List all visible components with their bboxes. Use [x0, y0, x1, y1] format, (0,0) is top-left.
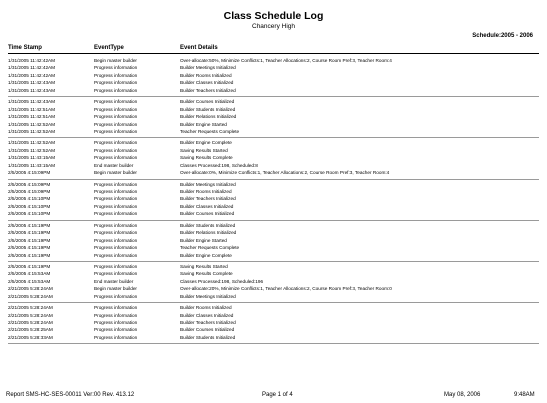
row-event-details: Builder Teachers Initialized — [180, 320, 236, 325]
row-time-stamp: 1/31/2005 11:42:52AM — [8, 128, 56, 134]
log-group — [8, 140, 539, 179]
table-row — [8, 313, 539, 320]
table-row — [8, 88, 539, 95]
row-event-type: Progress information — [94, 128, 138, 134]
table-row — [8, 286, 539, 293]
table-row — [8, 279, 539, 286]
row-time-stamp: 1/31/2005 11:42:43AM — [8, 99, 56, 105]
row-event-type: Progress information — [94, 65, 138, 71]
row-time-stamp: 2/5/2005 4:15:19PM — [8, 245, 51, 251]
row-event-details: Builder Meetings Initialized — [180, 293, 236, 299]
row-event-details: Teacher Requests Complete — [180, 245, 240, 251]
row-event-type: Progress information — [94, 334, 138, 340]
row-event-type: Progress information — [94, 222, 138, 228]
print-date: May 08, 2006 — [444, 392, 481, 398]
row-event-type: Progress information — [94, 320, 138, 325]
row-event-details: Builder Relations Initialized — [180, 230, 237, 236]
row-event-details: Builder Classes Initialized — [180, 203, 234, 209]
table-row — [8, 140, 539, 147]
row-event-details: Builder Rooms Initialized — [180, 189, 232, 194]
row-time-stamp: 1/31/2005 11:42:51AM — [8, 114, 56, 120]
row-event-type: Progress information — [94, 106, 138, 112]
row-event-details: Builder Engine Complete — [180, 140, 232, 146]
row-event-details: Builder Meetings Initialized — [180, 181, 236, 187]
row-time-stamp: 1/31/2005 11:42:43AM — [8, 80, 56, 86]
row-event-type: Progress information — [94, 263, 138, 269]
table-row — [8, 148, 539, 155]
table-row — [8, 245, 539, 252]
log-group — [8, 99, 539, 138]
column-header-event-details: Event Details — [180, 45, 218, 51]
report-id: Report SMS-HC-SES-00011 Ver:00 Rev. 413.12 — [6, 392, 135, 398]
row-event-type: Progress information — [94, 189, 138, 194]
row-event-type: Progress information — [94, 121, 138, 127]
row-event-type: Progress information — [94, 72, 138, 78]
row-event-details: Builder Courses Initialized — [180, 327, 235, 333]
row-event-type: Progress information — [94, 114, 138, 120]
row-event-type: Progress information — [94, 196, 138, 202]
row-event-details: Saving Results Complete — [180, 155, 233, 161]
table-row — [8, 189, 539, 196]
table-row — [8, 230, 539, 237]
row-time-stamp: 1/31/2005 11:42:52AM — [8, 121, 56, 127]
row-event-details: Builder Engine Started — [180, 121, 227, 127]
row-time-stamp: 1/31/2005 11:42:52AM — [8, 147, 56, 153]
log-group — [8, 264, 539, 303]
row-time-stamp: 2/21/2005 5:28:24AM — [8, 320, 53, 325]
table-row — [8, 65, 539, 72]
column-header-event-type: EventType — [94, 45, 124, 51]
row-event-details: Builder Classes Initialized — [180, 80, 234, 86]
table-row — [8, 80, 539, 87]
row-event-details: Builder Courses Initialized — [180, 211, 235, 217]
row-event-details: Builder Teachers Initialized — [180, 196, 236, 202]
table-row — [8, 294, 539, 301]
row-time-stamp: 2/5/2005 4:15:09PM — [8, 189, 51, 194]
table-row — [8, 196, 539, 203]
log-group — [8, 182, 539, 221]
row-event-type: Progress information — [94, 203, 138, 209]
row-time-stamp: 2/5/2005 4:15:53AM — [8, 271, 51, 277]
row-event-type: End master builder — [94, 162, 134, 168]
schedule-year: Schedule:2005 - 2006 — [472, 33, 533, 39]
report-title: Class Schedule Log — [223, 10, 324, 22]
page-number: Page 1 of 4 — [262, 392, 293, 398]
row-event-type: Progress information — [94, 271, 138, 277]
table-row — [8, 223, 539, 230]
row-time-stamp: 2/5/2005 4:15:19PM — [8, 222, 51, 228]
log-group — [8, 58, 539, 97]
school-name: Chancery High — [252, 23, 295, 30]
table-row — [8, 182, 539, 189]
row-time-stamp: 1/31/2005 11:42:43AM — [8, 87, 56, 93]
row-time-stamp: 2/5/2005 4:15:09PM — [8, 170, 51, 176]
row-event-details: Classes Processed:198, Scheduled:8 — [180, 162, 258, 168]
row-time-stamp: 1/31/2005 11:42:42AM — [8, 58, 56, 63]
row-time-stamp: 2/5/2005 4:15:19PM — [8, 237, 51, 243]
row-event-details: Over-allocate:20%, Minimize Conflicts:1, Teacher Allocations:2, Course Room Pref:3, Teacher Room:0 — [180, 286, 392, 292]
row-event-type: Progress information — [94, 305, 138, 311]
row-event-type: Progress information — [94, 87, 138, 93]
row-time-stamp: 1/31/2005 11:42:42AM — [8, 65, 56, 71]
row-event-type: Progress information — [94, 211, 138, 217]
column-header-time-stamp: Time Stamp — [8, 45, 42, 51]
row-event-type: Progress information — [94, 312, 138, 318]
row-event-details: Saving Results Complete — [180, 271, 233, 277]
row-event-details: Builder Teachers Initialized — [180, 87, 236, 93]
row-event-type: Progress information — [94, 245, 138, 251]
row-event-details: Builder Courses Initialized — [180, 99, 235, 105]
row-event-details: Saving Results Started — [180, 147, 228, 153]
table-row — [8, 271, 539, 278]
row-time-stamp: 2/21/2005 5:28:24AM — [8, 293, 53, 299]
table-row — [8, 114, 539, 121]
row-event-type: Progress information — [94, 230, 138, 236]
row-event-details: Over-allocate:0%, Minimize Conflicts:1, Teacher Allocations:2, Course Room Pref:3, Teacher Room:4 — [180, 170, 390, 176]
row-event-type: Begin master builder — [94, 286, 137, 292]
row-time-stamp: 2/5/2005 4:15:19PM — [8, 263, 51, 269]
row-event-type: Progress information — [94, 147, 138, 153]
table-row — [8, 305, 539, 312]
row-event-type: Progress information — [94, 99, 138, 105]
row-time-stamp: 2/5/2005 4:15:09PM — [8, 181, 51, 187]
table-row — [8, 58, 539, 65]
row-event-details: Builder Rooms Initialized — [180, 305, 232, 311]
table-row — [8, 204, 539, 211]
row-event-details: Over-allocate:50%, Minimize Conflicts:1, Teacher Allocations:2, Course Room Pref:3, Teacher Room:4 — [180, 58, 392, 63]
row-time-stamp: 1/31/2005 11:42:52AM — [8, 140, 56, 146]
row-event-details: Builder Classes Initialized — [180, 312, 234, 318]
table-row — [8, 163, 539, 170]
row-event-details: Builder Students Initialized — [180, 222, 236, 228]
row-time-stamp: 2/21/2005 5:28:25AM — [8, 327, 53, 333]
row-event-type: Begin master builder — [94, 170, 137, 176]
row-event-details: Builder Rooms Initialized — [180, 72, 232, 78]
row-event-type: Progress information — [94, 293, 138, 299]
row-event-details: Builder Engine Started — [180, 237, 227, 243]
row-event-details: Builder Students Initialized — [180, 106, 236, 112]
row-time-stamp: 1/31/2005 11:43:15AM — [8, 162, 56, 168]
row-time-stamp: 2/21/2005 5:28:24AM — [8, 312, 53, 318]
row-event-type: Progress information — [94, 237, 138, 243]
row-time-stamp: 2/5/2005 4:15:53AM — [8, 278, 51, 284]
print-time: 9:48AM — [514, 392, 535, 398]
log-group — [8, 223, 539, 262]
table-row — [8, 129, 539, 136]
row-time-stamp: 2/5/2005 4:15:10PM — [8, 211, 51, 217]
row-event-type: Progress information — [94, 155, 138, 161]
table-row — [8, 211, 539, 218]
row-time-stamp: 2/5/2005 4:15:19PM — [8, 252, 51, 258]
row-event-details: Builder Engine Complete — [180, 252, 232, 258]
table-row — [8, 253, 539, 260]
table-row — [8, 320, 539, 327]
row-event-details: Teacher Requests Complete — [180, 128, 240, 134]
row-time-stamp: 1/31/2005 11:42:42AM — [8, 72, 56, 78]
row-event-type: Progress information — [94, 327, 138, 333]
row-event-details: Builder Meetings Initialized — [180, 65, 236, 71]
row-event-details: Saving Results Started — [180, 263, 228, 269]
row-event-type: Progress information — [94, 252, 138, 258]
row-time-stamp: 2/5/2005 4:15:19PM — [8, 230, 51, 236]
row-time-stamp: 2/5/2005 4:15:10PM — [8, 196, 51, 202]
table-row — [8, 73, 539, 80]
row-event-type: Begin master builder — [94, 58, 137, 63]
row-event-type: Progress information — [94, 140, 138, 146]
table-row — [8, 335, 539, 342]
row-event-type: Progress information — [94, 80, 138, 86]
row-time-stamp: 2/21/2005 5:28:33AM — [8, 334, 53, 340]
row-event-details: Builder Relations Initialized — [180, 114, 237, 120]
row-time-stamp: 1/31/2005 11:42:51AM — [8, 106, 56, 112]
row-event-details: Classes Processed:198, Scheduled:196 — [180, 278, 264, 284]
log-table-body — [8, 58, 539, 346]
row-time-stamp: 2/21/2005 5:28:24AM — [8, 286, 53, 292]
table-row — [8, 122, 539, 129]
table-row — [8, 99, 539, 106]
table-row — [8, 238, 539, 245]
row-time-stamp: 2/21/2005 5:28:24AM — [8, 305, 53, 311]
table-row — [8, 264, 539, 271]
row-event-details: Builder Students Initialized — [180, 334, 236, 340]
log-group — [8, 305, 539, 344]
table-row — [8, 155, 539, 162]
table-row — [8, 170, 539, 177]
row-event-type: End master builder — [94, 278, 134, 284]
row-time-stamp: 2/5/2005 4:15:10PM — [8, 203, 51, 209]
table-row — [8, 107, 539, 114]
table-row — [8, 327, 539, 334]
row-event-type: Progress information — [94, 181, 138, 187]
row-time-stamp: 1/31/2005 11:43:15AM — [8, 155, 56, 161]
column-header-row — [8, 45, 539, 54]
